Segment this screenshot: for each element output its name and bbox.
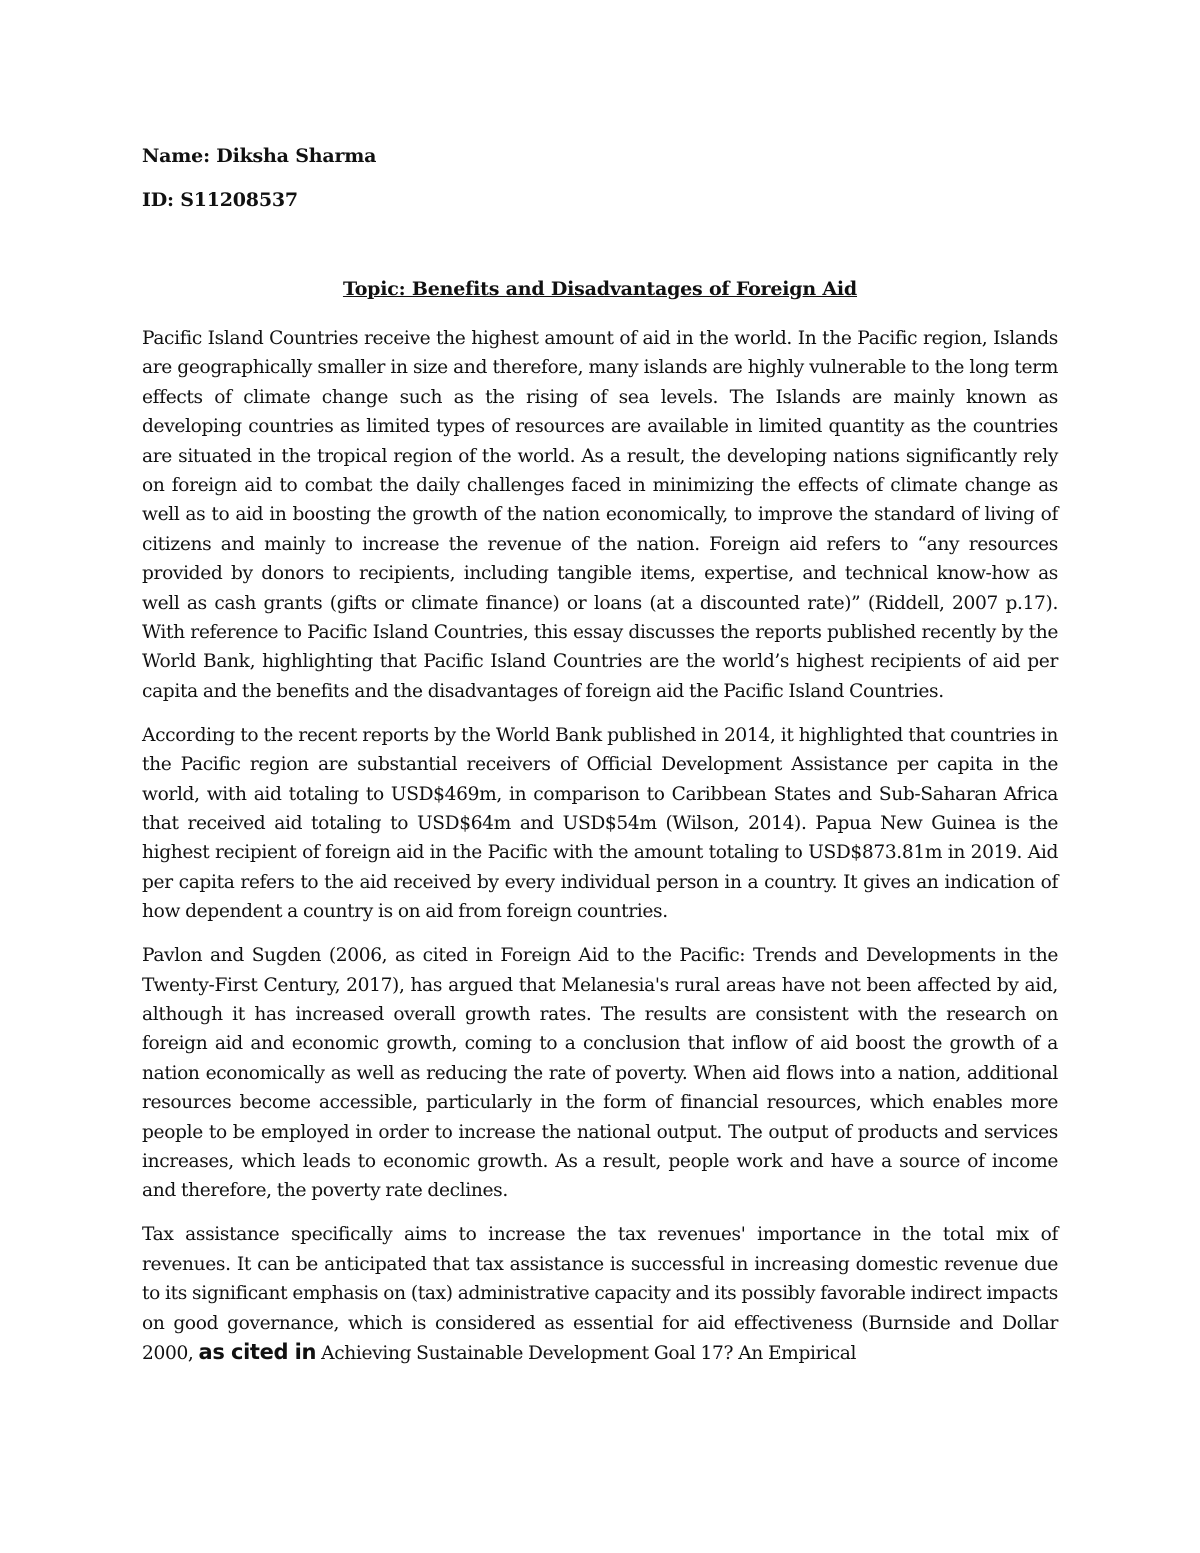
author-name: Name: Diksha Sharma (142, 145, 377, 167)
student-id: ID: S11208537 (142, 189, 298, 211)
paragraph-4-start: Tax assistance specifically aims to increase the tax revenues' importance in the total mix of revenues. It can be anticipated that tax assistance is successful in increasing domestic revenue due to its significant emphasis on (tax) administrative capacity and its possibly favorable indirect impacts on good governance, which is considered as essential for aid effectiveness (Burnside and Dollar 2000, (142, 1224, 1058, 1364)
paragraph-4-end: Achieving Sustainable Development Goal 17? An Empirical (316, 1342, 857, 1364)
essay-title: Topic: Benefits and Disadvantages of Foreign Aid (342, 278, 858, 300)
paragraph-2: According to the recent reports by the World Bank published in 2014, it highlighted that countries in the Pacific region are substantial receivers of Official Development Assistance per capita in the world, with aid totaling to USD$469m, in comparison to Caribbean States and Sub-Saharan Africa that received aid totaling to USD$64m and USD$54m (Wilson, 2014). Papua New Guinea is the highest recipient of foreign aid in the Pacific with the amount totaling to USD$873.81m in 2019. Aid per capita refers to the aid received by every individual person in a country. It gives an indication of how dependent a country is on aid from foreign countries. (142, 724, 1058, 923)
paragraph-4-emphasis: as cited in (198, 1339, 317, 1364)
essay-body (142, 324, 1058, 1383)
paragraph-4 (142, 1220, 1058, 1368)
paragraph-3: Pavlon and Sugden (2006, as cited in Foreign Aid to the Pacific: Trends and Developments in the Twenty-First Century, 2017), has argued that Melanesia's rural areas have not been affected by aid, although it has increased overall growth rates. The results are consistent with the research on foreign aid and economic growth, coming to a conclusion that inflow of aid boost the growth of a nation economically as well as reducing the rate of poverty. When aid flows into a nation, additional resources become accessible, particularly in the form of financial resources, which enables more people to be employed in order to increase the national output. The output of products and services increases, which leads to economic growth. As a result, people work and have a source of income and therefore, the poverty rate declines. (142, 945, 1058, 1202)
paragraph-1: Pacific Island Countries receive the highest amount of aid in the world. In the Pacific region, Islands are geographically smaller in size and therefore, many islands are highly vulnerable to the long term effects of climate change such as the rising of sea levels. The Islands are mainly known as developing countries as limited types of resources are available in limited quantity as the countries are situated in the tropical region of the world. As a result, the developing nations significantly rely on foreign aid to combat the daily challenges faced in minimizing the effects of climate change as well as to aid in boosting the growth of the nation economically, to improve the standard of living of citizens and mainly to increase the revenue of the nation. Foreign aid refers to “any resources provided by donors to recipients, including tangible items, expertise, and technical know-how as well as cash grants (gifts or climate finance) or loans (at a discounted rate)” (Riddell, 2007 p.17). With reference to Pacific Island Countries, this essay discusses the reports published recently by the World Bank, highlighting that Pacific Island Countries are the world’s highest recipients of aid per capita and the benefits and the disadvantages of foreign aid the Pacific Island Countries. (142, 328, 1058, 702)
